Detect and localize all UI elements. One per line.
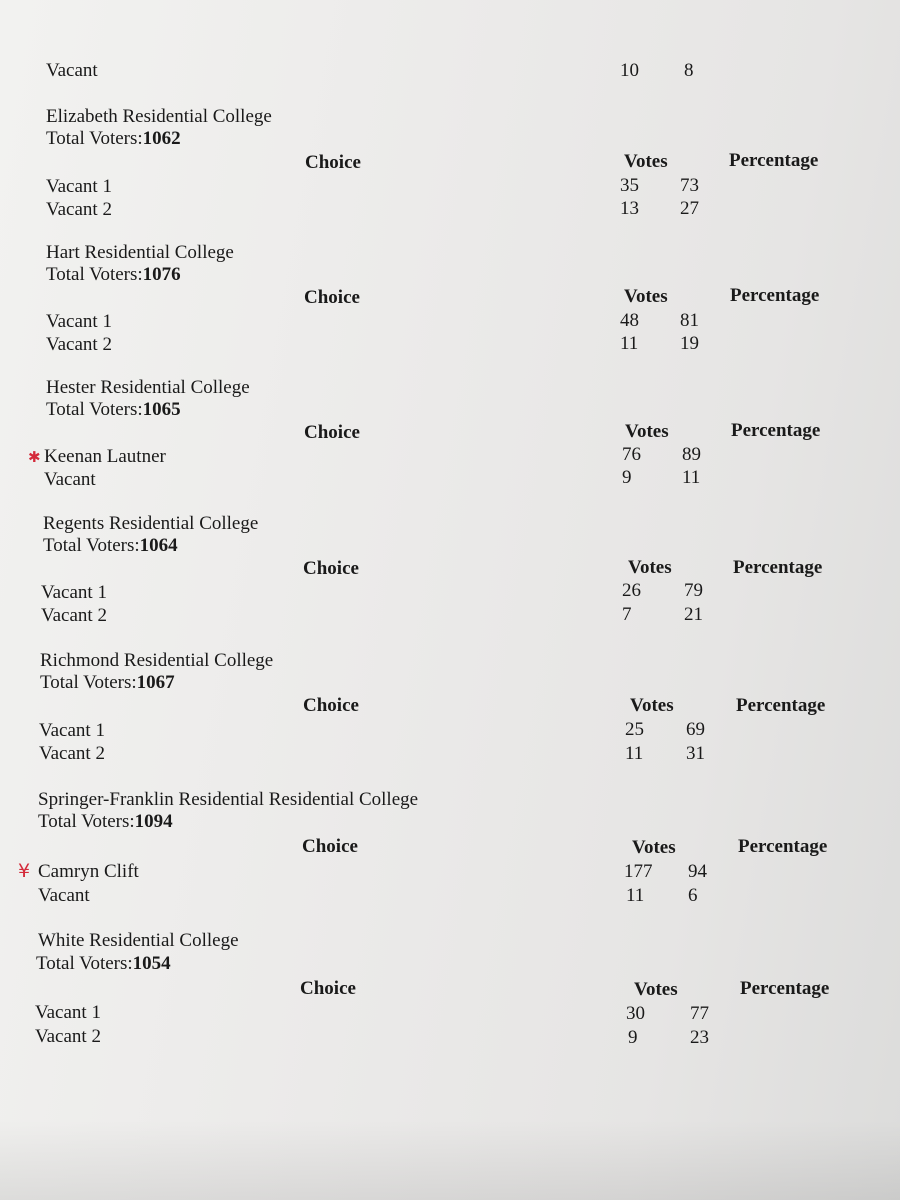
votes-header: Votes — [624, 286, 668, 307]
choice-label: Vacant 2 — [41, 605, 107, 626]
vote-count: 9 — [628, 1027, 638, 1048]
total-voters — [46, 128, 181, 150]
college-name: Hester Residential College — [46, 377, 250, 398]
total-voters — [46, 399, 181, 421]
percentage-header: Percentage — [730, 285, 820, 306]
vote-count: 177 — [624, 861, 653, 882]
total-voters-label: Total Voters: — [38, 811, 135, 832]
vote-percentage: 73 — [680, 175, 699, 196]
checkmark-icon: ✱ — [28, 448, 41, 466]
choice-label: Vacant 1 — [39, 720, 105, 741]
college-name: Elizabeth Residential College — [46, 106, 272, 127]
choice-label: Keenan Lautner — [44, 446, 166, 467]
vote-count: 13 — [620, 198, 639, 219]
choice-header: Choice — [303, 558, 359, 579]
vote-percentage: 94 — [688, 861, 707, 882]
total-voters-label: Total Voters: — [43, 535, 140, 556]
top-row-votes: 10 — [620, 60, 639, 81]
college-name: Richmond Residential College — [40, 650, 274, 671]
percentage-header: Percentage — [729, 150, 819, 171]
vote-count: 76 — [622, 444, 641, 465]
choice-label: Camryn Clift — [38, 861, 139, 882]
college-name: Springer-Franklin Residential Residential College — [38, 789, 419, 810]
choice-label: Vacant — [38, 885, 90, 906]
percentage-header: Percentage — [738, 836, 828, 857]
votes-header: Votes — [632, 837, 676, 858]
vote-percentage: 79 — [684, 580, 703, 601]
total-voters-label: Total Voters: — [46, 128, 143, 149]
percentage-header: Percentage — [733, 557, 823, 578]
vote-percentage: 21 — [684, 604, 703, 625]
total-voters — [46, 264, 181, 286]
vote-percentage: 81 — [680, 310, 699, 331]
percentage-header: Percentage — [731, 420, 821, 441]
vote-percentage: 11 — [682, 467, 701, 488]
choice-header: Choice — [302, 836, 358, 857]
choice-label: Vacant 2 — [46, 334, 112, 355]
college-name: Hart Residential College — [46, 242, 234, 263]
choice-label: Vacant 2 — [39, 743, 105, 764]
choice-label: Vacant 2 — [46, 199, 112, 220]
vote-count: 35 — [620, 175, 639, 196]
percentage-header: Percentage — [736, 695, 826, 716]
vote-count: 7 — [622, 604, 632, 625]
choice-label: Vacant 1 — [41, 582, 107, 603]
choice-header: Choice — [300, 978, 356, 999]
total-voters-label: Total Voters: — [36, 953, 133, 974]
vote-percentage: 27 — [680, 198, 699, 219]
college-name: White Residential College — [38, 930, 239, 951]
vote-percentage: 69 — [686, 719, 705, 740]
vote-percentage: 6 — [688, 885, 698, 906]
choice-label: Vacant 1 — [46, 311, 112, 332]
choice-label: Vacant 1 — [46, 176, 112, 197]
vote-count: 9 — [622, 467, 632, 488]
choice-label: Vacant 2 — [35, 1026, 101, 1047]
total-voters-value: 1054 — [132, 953, 171, 974]
vote-count: 30 — [626, 1003, 645, 1024]
choice-header: Choice — [303, 695, 359, 716]
college-name: Regents Residential College — [43, 513, 259, 534]
choice-header: Choice — [304, 287, 360, 308]
choice-header: Choice — [304, 422, 360, 443]
total-voters-label: Total Voters: — [46, 264, 143, 285]
total-voters-value: 1067 — [136, 672, 175, 693]
total-voters-value: 1094 — [134, 811, 173, 832]
top-row-label: Vacant — [46, 60, 98, 81]
choice-label: Vacant — [44, 469, 96, 490]
top-row-percentage: 8 — [684, 60, 694, 81]
votes-header: Votes — [624, 151, 668, 172]
votes-header: Votes — [634, 979, 678, 1000]
total-voters — [36, 953, 171, 975]
choice-header: Choice — [305, 152, 361, 173]
checkmark-icon: ¥ — [18, 860, 31, 882]
page-shadow — [0, 1120, 900, 1200]
total-voters-value: 1076 — [142, 264, 181, 285]
choice-label: Vacant 1 — [35, 1002, 101, 1023]
total-voters — [40, 672, 175, 694]
total-voters-label: Total Voters: — [40, 672, 137, 693]
total-voters-value: 1065 — [142, 399, 181, 420]
vote-count: 11 — [625, 743, 644, 764]
total-voters — [43, 535, 178, 557]
vote-percentage: 19 — [680, 333, 699, 354]
votes-header: Votes — [628, 557, 672, 578]
vote-percentage: 31 — [686, 743, 705, 764]
vote-count: 48 — [620, 310, 639, 331]
vote-count: 25 — [625, 719, 644, 740]
vote-count: 26 — [622, 580, 641, 601]
total-voters-value: 1062 — [142, 128, 181, 149]
votes-header: Votes — [630, 695, 674, 716]
vote-count: 11 — [620, 333, 639, 354]
total-voters-label: Total Voters: — [46, 399, 143, 420]
votes-header: Votes — [625, 421, 669, 442]
vote-percentage: 77 — [690, 1003, 709, 1024]
vote-percentage: 23 — [690, 1027, 709, 1048]
total-voters-value: 1064 — [139, 535, 178, 556]
vote-percentage: 89 — [682, 444, 701, 465]
percentage-header: Percentage — [740, 978, 830, 999]
total-voters — [38, 811, 173, 833]
vote-count: 11 — [626, 885, 645, 906]
